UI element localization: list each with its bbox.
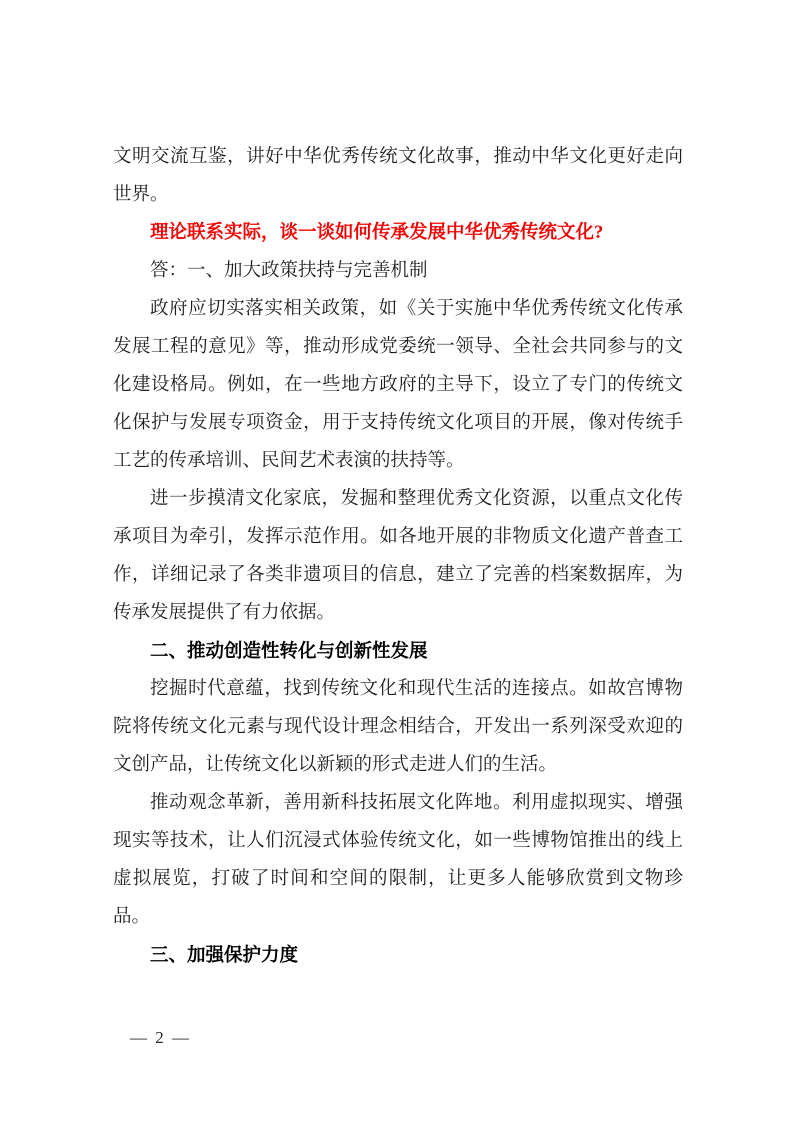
- question-heading: 理论联系实际，谈一谈如何传承发展中华优秀传统文化?: [150, 223, 604, 243]
- paragraph: 推动观念革新，善用新科技拓展文化阵地。利用虚拟现实、增强现实等技术，让人们沉浸式体验传统文化，如一些博物馆推出的线上虚拟展览，打破了时间和空间的限制，让更多人能够欣赏到文物珍品。: [113, 793, 683, 927]
- paragraph-continuation: 文明交流互鉴，讲好中华优秀传统文化故事，推动中华文化更好走向世界。: [113, 147, 683, 205]
- document-body: [113, 138, 683, 974]
- paragraph: 政府应切实落实相关政策，如《关于实施中华优秀传统文化传承发展工程的意见》等，推动形成党委统一领导、全社会共同参与的文化建设格局。例如，在一些地方政府的主导下，设立了专门的传统文化保护与发展专项资金，用于支持传统文化项目的开展，像对传统手工艺的传承培训、民间艺术表演的扶持等。: [113, 299, 683, 471]
- paragraph: 进一步摸清文化家底，发掘和整理优秀文化资源，以重点文化传承项目为牵引，发挥示范作用。如各地开展的非物质文化遗产普查工作，详细记录了各类非遗项目的信息，建立了完善的档案数据库，为传承发展提供了有力依据。: [113, 489, 683, 623]
- section-heading-3: 三、加强保护力度: [150, 944, 299, 965]
- section-heading-2: 二、推动创造性转化与创新性发展: [150, 640, 428, 661]
- page-number-footer: — 2 —: [130, 1028, 191, 1047]
- answer-lead-paragraph: 答：一、加大政策扶持与完善机制: [150, 261, 428, 281]
- paragraph: 挖掘时代意蕴，找到传统文化和现代生活的连接点。如故宫博物院将传统文化元素与现代设计理念相结合，开发出一系列深受欢迎的文创产品，让传统文化以新颖的形式走进人们的生活。: [113, 679, 683, 775]
